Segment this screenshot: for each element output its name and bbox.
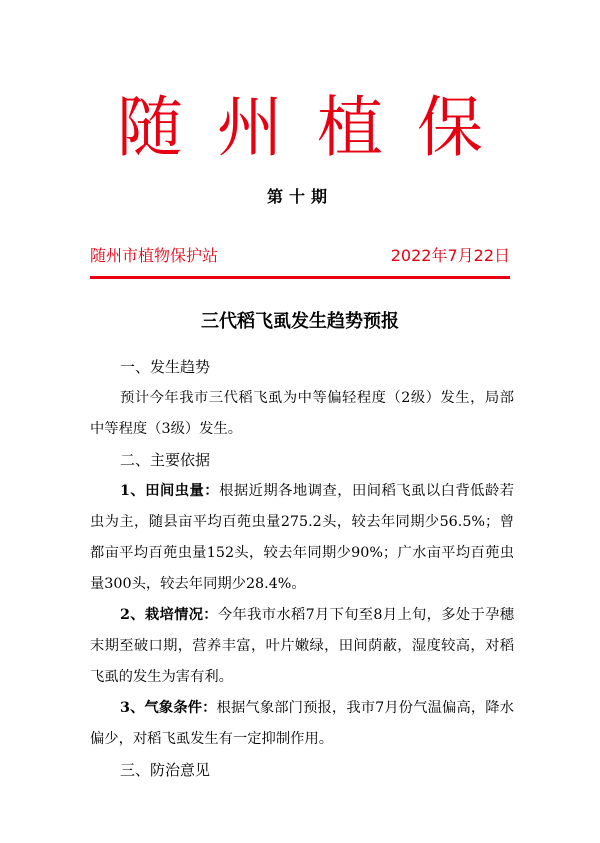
basis-text-weather: 根据气象部门预报，我市7月份气温偏高，降水偏少，对稻飞虱发生有一定抑制作用。: [90, 700, 514, 747]
basis-paragraph-cultivation: [90, 600, 514, 693]
section-heading-control: 三、防治意见: [120, 761, 211, 779]
masthead-title: 随州植保: [117, 89, 517, 166]
basis-paragraph-weather: [90, 693, 514, 755]
issuer-line: [90, 244, 510, 268]
issue-number: 第十期: [266, 187, 333, 206]
basis-paragraph-field-count: [90, 476, 514, 600]
basis-text-cultivation: 今年我市水稻7月下旬至8月上旬，多处于孕穗末期至破口期，营养丰富，叶片嫩绿，田间荫蔽，湿度较高，对稻飞虱的发生为害有利。: [90, 607, 514, 685]
basis-label-field-count: 1、田间虫量：: [120, 483, 220, 499]
section-heading-trend: 一、发生趋势: [120, 358, 211, 376]
section-paragraph-trend: 预计今年我市三代稻飞虱为中等偏轻程度（2级）发生，局部中等程度（3级）发生。: [90, 390, 514, 437]
basis-label-cultivation: 2、栽培情况：: [120, 607, 218, 623]
article-title: 三代稻飞虱发生趋势预报: [201, 311, 399, 332]
issue-date: 2022年7月22日: [390, 246, 510, 265]
section-heading-basis: 二、主要依据: [120, 451, 211, 469]
basis-label-weather: 3、气象条件：: [120, 700, 217, 716]
article-body: [90, 352, 514, 786]
red-divider: [90, 276, 510, 279]
issuer-organization: 随州市植物保护站: [90, 246, 219, 265]
basis-text-field-count: 根据近期各地调查，田间稻飞虱以白背低龄若虫为主，随县亩平均百蔸虫量275.2头，较去年同期少56.5%；曾都亩平均百蔸虫量152头，较去年同期少90%；广水亩平均百蔸虫量300头，较去年同期少28.4%。: [90, 483, 515, 592]
